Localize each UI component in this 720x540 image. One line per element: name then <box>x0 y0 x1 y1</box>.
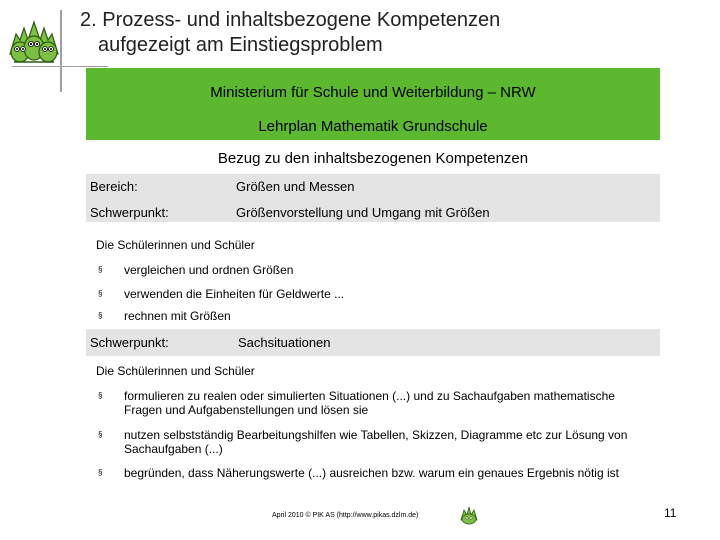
ministry-label: Ministerium für Schule und Weiterbildung – NRW <box>210 84 536 101</box>
list-item-text: rechnen mit Größen <box>124 309 231 323</box>
focus-row-2 <box>90 335 331 350</box>
focus-band-2 <box>86 329 660 356</box>
bullet-icon: § <box>98 430 103 439</box>
list-item-text: verwenden die Einheiten für Geldwerte ... <box>124 287 345 301</box>
curriculum-label: Lehrplan Mathematik Grundschule <box>258 118 488 135</box>
focus-value-2: Sachsituationen <box>238 335 331 350</box>
bullet-icon: § <box>98 265 103 274</box>
pikas-logo-icon <box>6 14 62 68</box>
title-line-2: aufgezeigt am Einstiegsproblem <box>98 34 383 56</box>
pikas-small-logo-icon <box>458 504 480 526</box>
focus-row-1 <box>90 205 490 220</box>
area-row <box>90 179 355 194</box>
bullet-icon: § <box>98 311 103 320</box>
bullet-icon: § <box>98 468 103 477</box>
list-item-text: nutzen selbstständig Bearbeitungshilfen wie Tabellen, Skizzen, Diagramme etc zur Lösung von Sachaufgaben (...) <box>124 428 628 456</box>
list-item-text: vergleichen und ordnen Größen <box>124 263 294 277</box>
divider-vertical <box>60 10 62 92</box>
title-line-1: 2. Prozess- und inhaltsbezogene Kompetenzen <box>80 9 501 31</box>
slide-title <box>80 8 500 58</box>
area-label: Bereich: <box>90 179 138 194</box>
footer-credit: April 2010 © PIK AS (http://www.pikas.dzlm.de) <box>272 512 419 519</box>
bullet-icon: § <box>98 391 103 400</box>
divider-horizontal <box>12 66 108 67</box>
section1-intro: Die Schülerinnen und Schüler <box>96 238 255 252</box>
focus-label-1: Schwerpunkt: <box>90 205 169 220</box>
curriculum-header-band <box>86 68 660 140</box>
list-item-text: begründen, dass Näherungswerte (...) ausreichen bzw. warum ein genaues Ergebnis nötig ist <box>124 466 619 480</box>
focus-value-1: Größenvorstellung und Umgang mit Größen <box>236 205 490 220</box>
area-value: Größen und Messen <box>236 179 355 194</box>
bullet-icon: § <box>98 289 103 298</box>
section2-intro: Die Schülerinnen und Schüler <box>96 364 255 378</box>
page-number: 11 <box>664 506 677 520</box>
focus-label-2: Schwerpunkt: <box>90 335 169 350</box>
list-item-text: formulieren zu realen oder simulierten Situationen (...) und zu Sachaufgaben mathematische Fragen und Aufgabenstellungen und lösen sie <box>124 389 615 417</box>
competence-subheading: Bezug zu den inhaltsbezogenen Kompetenzen <box>217 150 529 167</box>
